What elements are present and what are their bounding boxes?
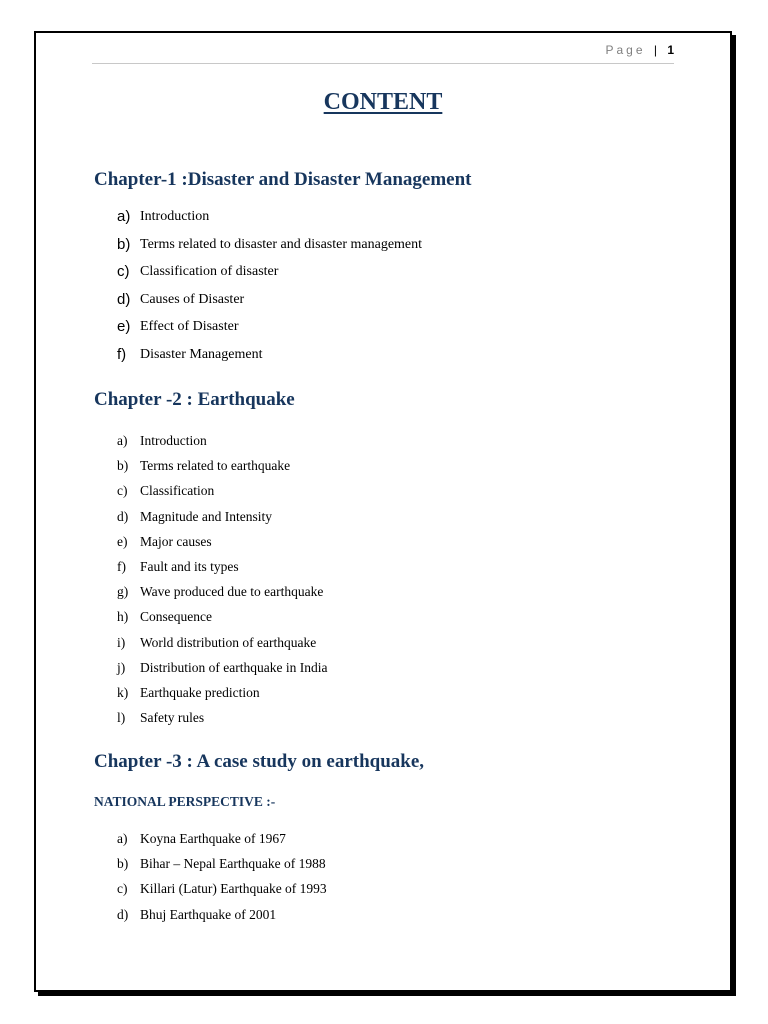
page-frame: Page | 1 CONTENT Chapter-1 :Disaster and Disaster Management a) Introduction b) Terms related to disaster and disaster management c) Classification of disaster d) Causes of Disaster e) Effect of Disaster f) Disaster Management Chapter -2 : Earthquake a) Introduction b) Terms related to earthquake c) Classification d) Magnitude and Intensity e) Major causes f) Fault and its types g) Wave produced due to earthquake h) Consequence i) World distribution of earthquake j) Distribution of earthquake in India k) Earthquake prediction l) Safety rules Chapter -3 : A case study on earthquake, NATIONAL PERSPECTIVE :- a) Koyna Earthquake of 1967 b) Bihar – Nepal Earthquake of 1988 c) Killari (Latur) Earthquake of 1993 d) Bhuj Earthquake of 2001	[34, 31, 732, 992]
chapter-3-heading: Chapter -3 : A case study on earthquake,	[94, 751, 425, 772]
page-number: 1	[667, 43, 674, 57]
chapter-2-heading: Chapter -2 : Earthquake	[94, 389, 295, 410]
page-separator: |	[653, 43, 657, 57]
page-header	[92, 43, 674, 64]
page-label: Page	[605, 43, 646, 57]
chapter-3-subheading: NATIONAL PERSPECTIVE :-	[94, 794, 276, 809]
document-title	[36, 89, 730, 116]
chapter-1-heading: Chapter-1 :Disaster and Disaster Management	[94, 169, 472, 190]
document-title-text: CONTENT	[323, 89, 443, 115]
